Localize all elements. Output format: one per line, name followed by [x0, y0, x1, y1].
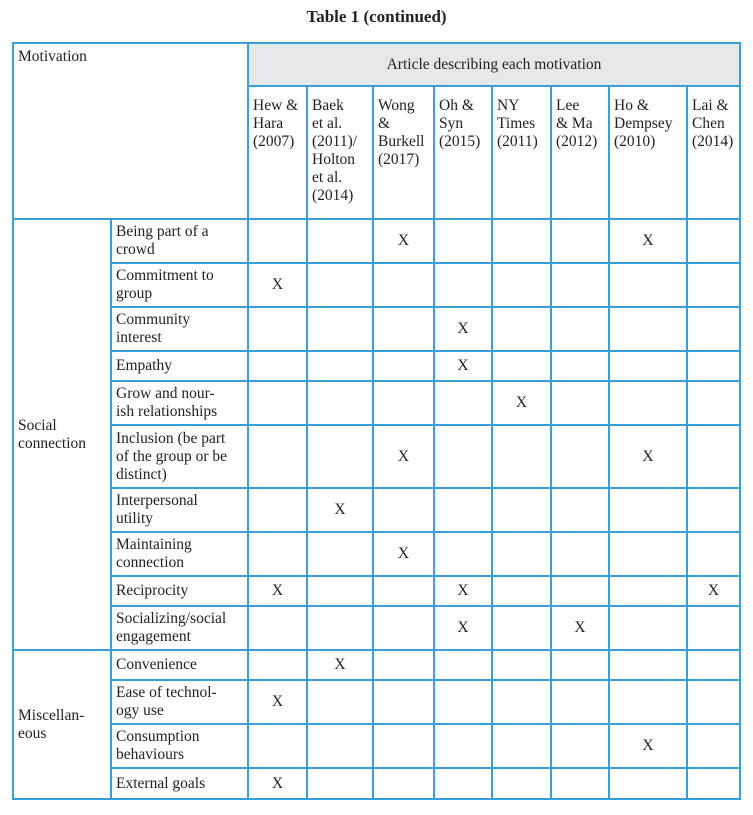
text-line: Community: [116, 311, 191, 328]
motivation-label: [111, 680, 248, 724]
text-line: engagement: [116, 628, 191, 645]
mark-cell: [373, 576, 434, 606]
text-line: Being part of a: [116, 223, 209, 240]
mark-cell: [434, 263, 492, 307]
motivation-label: [111, 488, 248, 532]
text-line: Convenience: [116, 656, 197, 673]
mark-cell: [551, 680, 609, 724]
article-author-cell: [307, 86, 373, 219]
mark-cell: [307, 532, 373, 576]
text-line: (2010): [614, 133, 656, 150]
mark-cell: X: [609, 425, 687, 488]
table-title: Table 1 (continued): [306, 7, 447, 26]
mark-cell: [248, 351, 307, 381]
mark-cell: [687, 680, 740, 724]
mark-cell: [687, 381, 740, 425]
text-line: eous: [18, 724, 47, 742]
mark-cell: [373, 263, 434, 307]
mark-cell: [609, 488, 687, 532]
text-line: Burkell: [378, 133, 425, 150]
mark-cell: [434, 724, 492, 768]
mark-cell: [373, 724, 434, 768]
text-line: Ho &: [614, 97, 649, 114]
table-row: [13, 606, 740, 650]
text-line: Holton: [312, 151, 356, 168]
table-row: [13, 263, 740, 307]
table-row: [13, 650, 740, 680]
mark-cell: [373, 680, 434, 724]
mark-cell: [373, 307, 434, 351]
mark-cell: [373, 381, 434, 425]
mark-cell: [687, 532, 740, 576]
mark-cell: [248, 425, 307, 488]
text-line: crowd: [116, 241, 155, 258]
text-line: Empathy: [116, 357, 172, 374]
motivation-label: [111, 724, 248, 768]
mark-cell: [492, 263, 551, 307]
mark-cell: X: [551, 606, 609, 650]
text-line: connection: [116, 554, 185, 571]
article-author-cell: [609, 86, 687, 219]
category-cell: [13, 650, 111, 799]
mark-cell: X: [248, 576, 307, 606]
mark-cell: [434, 680, 492, 724]
mark-cell: [434, 219, 492, 263]
mark-cell: [492, 425, 551, 488]
mark-cell: [373, 768, 434, 799]
text-line: Social: [18, 416, 57, 434]
text-line: distinct): [116, 465, 167, 483]
text-line: Syn: [439, 115, 464, 132]
text-line: et al.: [312, 169, 343, 186]
mark-cell: [551, 488, 609, 532]
text-line: Interpersonal: [116, 492, 198, 509]
text-line: Oh &: [439, 97, 474, 114]
text-line: (2017): [378, 151, 420, 168]
motivation-header: Motivation: [13, 43, 248, 219]
text-line: Lai &: [692, 97, 729, 114]
mark-cell: [434, 650, 492, 680]
text-line: (2007): [253, 133, 295, 150]
text-line: ogy use: [116, 702, 164, 719]
text-line: Consumption: [116, 728, 200, 745]
mark-cell: X: [307, 488, 373, 532]
mark-cell: [492, 606, 551, 650]
text-line: Hew &: [253, 97, 299, 114]
text-line: Lee: [556, 97, 580, 114]
mark-cell: [609, 680, 687, 724]
text-line: (2015): [439, 133, 481, 150]
mark-cell: [434, 768, 492, 799]
table-row: [13, 219, 740, 263]
mark-cell: X: [434, 351, 492, 381]
mark-cell: [687, 351, 740, 381]
text-line: Grow and nour-: [116, 385, 215, 402]
mark-cell: [687, 768, 740, 799]
mark-cell: [609, 263, 687, 307]
mark-cell: [248, 606, 307, 650]
text-line: Miscellan-: [18, 706, 85, 724]
mark-cell: [307, 768, 373, 799]
mark-cell: [307, 680, 373, 724]
mark-cell: [687, 650, 740, 680]
motivation-label: [111, 307, 248, 351]
mark-cell: [609, 606, 687, 650]
mark-cell: X: [434, 307, 492, 351]
mark-cell: [551, 650, 609, 680]
motivation-label: [111, 351, 248, 381]
motivation-label: [111, 650, 248, 680]
mark-cell: X: [687, 576, 740, 606]
table-row: [13, 351, 740, 381]
mark-cell: [551, 724, 609, 768]
mark-cell: [609, 576, 687, 606]
motivation-table: [12, 42, 741, 800]
mark-cell: X: [492, 381, 551, 425]
mark-cell: [307, 263, 373, 307]
text-line: (2011)/: [312, 133, 358, 150]
mark-cell: [248, 724, 307, 768]
mark-cell: [434, 532, 492, 576]
mark-cell: [307, 606, 373, 650]
motivation-label: [111, 576, 248, 606]
mark-cell: X: [373, 425, 434, 488]
mark-cell: [551, 351, 609, 381]
mark-cell: [609, 351, 687, 381]
text-line: of the group or be: [116, 447, 228, 465]
mark-cell: X: [609, 724, 687, 768]
mark-cell: [551, 263, 609, 307]
text-line: behaviours: [116, 746, 185, 763]
text-line: et al.: [312, 115, 343, 132]
mark-cell: [551, 381, 609, 425]
table-row: [13, 768, 740, 799]
text-line: utility: [116, 510, 154, 527]
text-line: Socializing/social: [116, 610, 227, 627]
text-line: & Ma: [556, 115, 593, 132]
text-line: Hara: [253, 115, 284, 132]
mark-cell: [248, 532, 307, 576]
article-author-cell: [434, 86, 492, 219]
table-row: [13, 488, 740, 532]
text-line: Chen: [692, 115, 725, 132]
text-line: NY: [497, 97, 520, 114]
mark-cell: [492, 219, 551, 263]
mark-cell: [492, 307, 551, 351]
mark-cell: [609, 381, 687, 425]
mark-cell: [551, 219, 609, 263]
mark-cell: [307, 307, 373, 351]
table-row: [13, 425, 740, 488]
table-row: [13, 724, 740, 768]
table-row: [13, 576, 740, 606]
table-row: [13, 532, 740, 576]
table-row: [13, 307, 740, 351]
mark-cell: [373, 606, 434, 650]
mark-cell: [492, 680, 551, 724]
text-line: Maintaining: [116, 536, 192, 553]
mark-cell: [307, 351, 373, 381]
mark-cell: [551, 768, 609, 799]
mark-cell: [492, 576, 551, 606]
mark-cell: [307, 425, 373, 488]
mark-cell: X: [434, 606, 492, 650]
mark-cell: [609, 532, 687, 576]
mark-cell: [248, 219, 307, 263]
category-cell: [13, 219, 111, 650]
mark-cell: [492, 768, 551, 799]
mark-cell: [248, 488, 307, 532]
text-line: group: [116, 285, 153, 302]
text-line: ish relationships: [116, 403, 218, 420]
text-line: Baek: [312, 97, 344, 114]
mark-cell: [687, 263, 740, 307]
mark-cell: X: [609, 219, 687, 263]
mark-cell: [307, 724, 373, 768]
table-row: [13, 680, 740, 724]
mark-cell: [492, 351, 551, 381]
mark-cell: [609, 768, 687, 799]
mark-cell: [687, 488, 740, 532]
text-line: Times: [497, 115, 536, 132]
mark-cell: X: [307, 650, 373, 680]
article-author-cell: [687, 86, 740, 219]
article-author-cell: [551, 86, 609, 219]
mark-cell: [551, 307, 609, 351]
mark-cell: [373, 488, 434, 532]
mark-cell: [609, 307, 687, 351]
mark-cell: [551, 425, 609, 488]
motivation-label: [111, 219, 248, 263]
mark-cell: [687, 606, 740, 650]
mark-cell: [434, 381, 492, 425]
mark-cell: X: [248, 263, 307, 307]
mark-cell: [307, 576, 373, 606]
motivation-label: [111, 532, 248, 576]
mark-cell: [551, 576, 609, 606]
mark-cell: [687, 425, 740, 488]
text-line: (2014): [692, 133, 734, 150]
motivation-label: [111, 425, 248, 488]
text-line: Inclusion (be part: [116, 429, 226, 447]
mark-cell: [609, 650, 687, 680]
text-line: (2014): [312, 187, 354, 204]
mark-cell: [687, 307, 740, 351]
mark-cell: X: [373, 219, 434, 263]
text-line: Ease of technol-: [116, 684, 217, 701]
article-author-cell: [492, 86, 551, 219]
text-line: connection: [18, 434, 87, 452]
mark-cell: [248, 650, 307, 680]
motivation-label: [111, 768, 248, 799]
motivation-label: [111, 606, 248, 650]
mark-cell: [551, 532, 609, 576]
article-author-cell: [248, 86, 307, 219]
mark-cell: [434, 488, 492, 532]
text-line: Dempsey: [614, 115, 673, 132]
mark-cell: X: [248, 768, 307, 799]
mark-cell: [307, 381, 373, 425]
text-line: Commitment to: [116, 267, 214, 284]
text-line: Reciprocity: [116, 582, 189, 599]
mark-cell: X: [434, 576, 492, 606]
text-line: Wong: [378, 97, 415, 114]
mark-cell: [492, 532, 551, 576]
mark-cell: [687, 724, 740, 768]
mark-cell: [687, 219, 740, 263]
article-author-cell: [373, 86, 434, 219]
text-line: &: [378, 115, 391, 132]
mark-cell: [373, 650, 434, 680]
text-line: (2012): [556, 133, 598, 150]
motivation-label: [111, 381, 248, 425]
mark-cell: [248, 381, 307, 425]
mark-cell: [373, 351, 434, 381]
mark-cell: X: [248, 680, 307, 724]
mark-cell: [307, 219, 373, 263]
mark-cell: [492, 650, 551, 680]
text-line: External goals: [116, 774, 206, 792]
text-line: interest: [116, 329, 162, 346]
mark-cell: [492, 488, 551, 532]
article-header: Article describing each motivation: [248, 43, 740, 86]
mark-cell: [434, 425, 492, 488]
motivation-label: [111, 263, 248, 307]
mark-cell: [248, 307, 307, 351]
mark-cell: X: [373, 532, 434, 576]
table-row: [13, 381, 740, 425]
text-line: (2011): [497, 133, 538, 150]
mark-cell: [492, 724, 551, 768]
